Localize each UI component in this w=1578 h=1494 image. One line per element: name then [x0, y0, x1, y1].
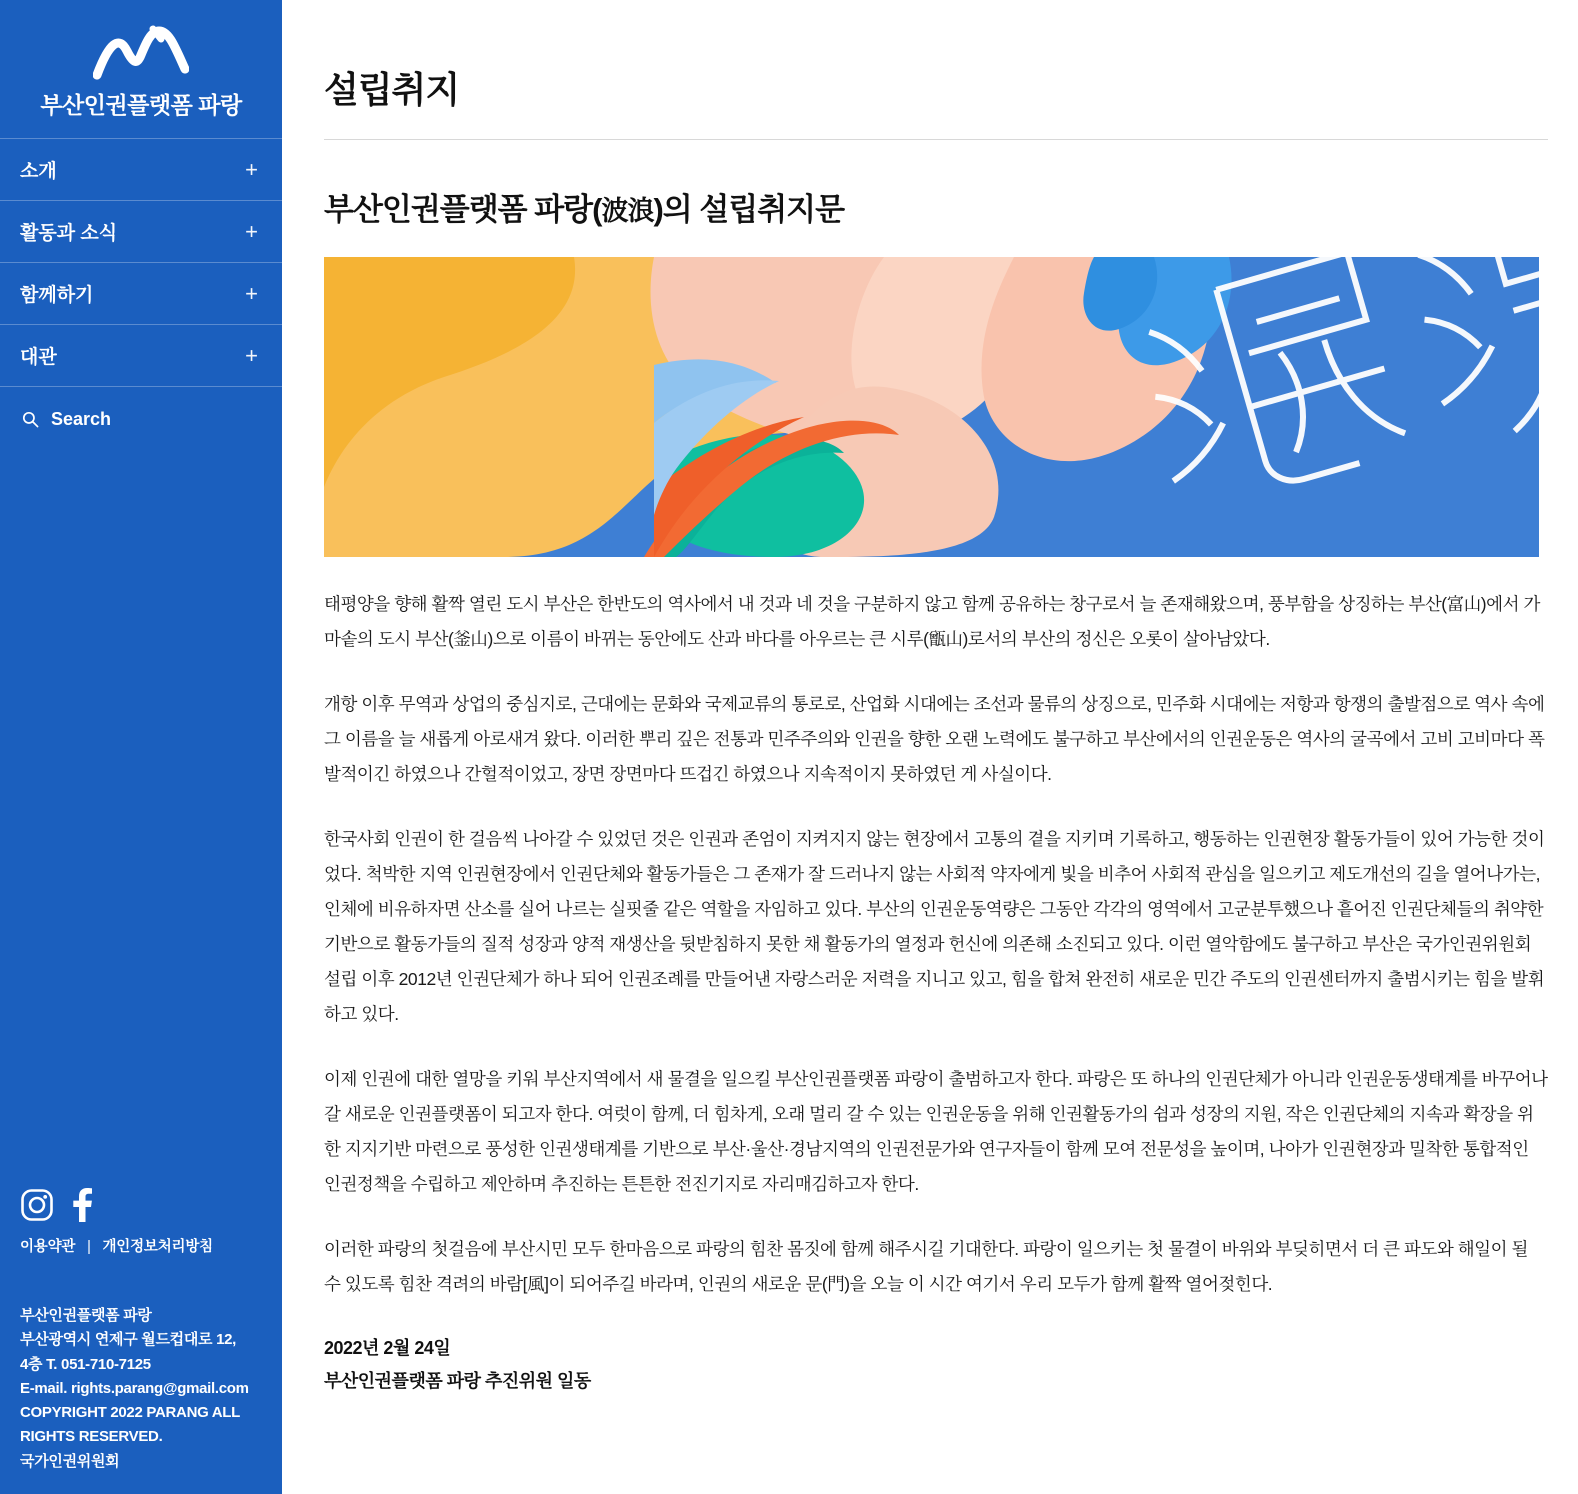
- sidebar-item-join[interactable]: [0, 263, 282, 325]
- paragraph: 개항 이후 무역과 상업의 중심지로, 근대에는 문화와 국제교류의 통로로, 산업화 시대에는 조선과 물류의 상징으로, 민주화 시대에는 저항과 항쟁의 출발점으로 역사 속에 그 이름을 늘 새롭게 아로새겨 왔다. 이러한 뿌리 깊은 전통과 민주주의와 인권을 향한 오랜 노력에도 불구하고 부산에서의 인권운동은 역사의 굴곡에서 고비 고비마다 폭발적이긴 하였으나 간헐적이었고, 장면 장면마다 뜨겁긴 하였으나 지속적이지 못하였던 게 사실이다.: [324, 694, 1545, 785]
- sidebar-item-label: 대관: [20, 347, 57, 368]
- document-title-post: )의 설립취지문: [653, 192, 845, 228]
- sidebar-nav: [0, 138, 282, 387]
- page-title: 설립취지: [324, 24, 1548, 140]
- signature-author: 부산인권플랫폼 파랑 추진위원 일동: [324, 1371, 591, 1392]
- paragraph: 이러한 파랑의 첫걸음에 부산시민 모두 한마음으로 파랑의 힘찬 몸짓에 함께 해주시길 기대한다. 파랑이 일으키는 첫 물결이 바위와 부딪히면서 더 큰 파도와 해일이 될 수 있도록 힘찬 격려의 바람[風]이 되어주길 바라며, 인권의 새로운 문(門)을 오늘 이 시간 여기서 우리 모두가 함께 활짝 열어젖힌다.: [324, 1239, 1528, 1295]
- sidebar-item-label: 함께하기: [20, 285, 94, 306]
- facebook-icon[interactable]: [70, 1188, 94, 1222]
- plus-icon[interactable]: +: [245, 280, 258, 306]
- social-links: [20, 1188, 94, 1222]
- search-icon: [22, 411, 39, 428]
- article-body: [324, 587, 1548, 1302]
- address-line: E-mail. rights.parang@gmail.com: [20, 1379, 249, 1397]
- address-line: 부산광역시 연제구 월드컵대로 12,: [20, 1331, 237, 1349]
- footer-address: [20, 1304, 249, 1474]
- legal-divider: |: [87, 1239, 91, 1255]
- address-line: 국가인권위원회: [20, 1452, 120, 1470]
- address-line: COPYRIGHT 2022 PARANG ALL: [20, 1404, 241, 1422]
- legal-links: [20, 1235, 213, 1256]
- hero-image: [324, 257, 1539, 557]
- site-logo[interactable]: [0, 0, 282, 138]
- plus-icon[interactable]: +: [245, 342, 258, 368]
- sidebar-item-rental[interactable]: [0, 325, 282, 387]
- document-title-pre: 부산인권플랫폼 파랑(: [324, 192, 602, 228]
- address-line: 부산인권플랫폼 파랑: [20, 1306, 152, 1324]
- sidebar-item-about[interactable]: [0, 139, 282, 201]
- signature-block: [324, 1332, 1548, 1429]
- sidebar: [0, 0, 282, 1494]
- address-line: RIGHTS RESERVED.: [20, 1428, 163, 1446]
- instagram-icon[interactable]: [20, 1188, 54, 1222]
- paragraph: 한국사회 인권이 한 걸음씩 나아갈 수 있었던 것은 인권과 존엄이 지켜지지 않는 현장에서 고통의 곁을 지키며 기록하고, 행동하는 인권현장 활동가들이 있어 가능한 것이었다. 척박한 지역 인권현장에서 인권단체와 활동가들은 그 존재가 잘 드러나지 않는 사회적 약자에게 빛을 비추어 사회적 관심을 일으키고 제도개선의 길을 열어나가는, 인체에 비유하자면 산소를 실어 나르는 실핏줄 같은 역할을 자임하고 있다. 부산의 인권운동역량은 그동안 각각의 영역에서 고군분투했으나 흩어진 인권단체들의 취약한 기반으로 활동가들의 질적 성장과 양적 재생산을 뒷받침하지 못한 채 활동가의 열정과 헌신에 의존해 소진되고 있다. 이런 열악함에도 불구하고 부산은 국가인권위원회 설립 이후 2012년 인권단체가 하나 되어 인권조례를 만들어낸 자랑스러운 저력을 지니고 있고, 힘을 합쳐 완전히 새로운 민간 주도의 인권센터까지 출범시키는 힘을 발휘하고 있다.: [324, 829, 1545, 1025]
- document-title-hanja: 波浪: [601, 196, 654, 227]
- plus-icon[interactable]: +: [245, 218, 258, 244]
- main-content: [282, 0, 1578, 1494]
- privacy-link[interactable]: 개인정보처리방침: [102, 1239, 213, 1255]
- search-label: Search: [51, 409, 112, 429]
- site-logo-text: 부산인권플랫폼 파랑: [40, 91, 242, 118]
- signature-date: 2022년 2월 24일: [324, 1338, 451, 1359]
- search-button[interactable]: [0, 387, 282, 430]
- paragraph: 태평양을 향해 활짝 열린 도시 부산은 한반도의 역사에서 내 것과 네 것을 구분하지 않고 함께 공유하는 창구로서 늘 존재해왔으며, 풍부함을 상징하는 부산(富山)에서 가마솥의 도시 부산(釜山)으로 이름이 바뀌는 동안에도 산과 바다를 아우르는 큰 시루(甑山)로서의 부산의 정신은 오롯이 살아남았다.: [324, 594, 1540, 650]
- plus-icon[interactable]: +: [245, 156, 258, 182]
- wave-mark-icon: [93, 25, 189, 81]
- address-line: 4층 T. 051-710-7125: [20, 1355, 151, 1373]
- sidebar-item-activities[interactable]: [0, 201, 282, 263]
- paragraph: 이제 인권에 대한 열망을 키워 부산지역에서 새 물결을 일으킬 부산인권플랫폼 파랑이 출범하고자 한다. 파랑은 또 하나의 인권단체가 아니라 인권운동생태계를 바꾸어나갈 새로운 인권플랫폼이 되고자 한다. 여럿이 함께, 더 힘차게, 오래 멀리 갈 수 있는 인권운동을 위해 인권활동가의 쉼과 성장의 지원, 작은 인권단체의 지속과 확장을 위한 지지기반 마련으로 풍성한 인권생태계를 기반으로 부산·울산·경남지역의 인권전문가와 연구자들이 함께 모여 전문성을 높이며, 나아가 인권현장과 밀착한 통합적인 인권정책을 수립하고 제안하며 추진하는 튼튼한 전진기지로 자리매김하고자 한다.: [324, 1069, 1548, 1195]
- terms-link[interactable]: 이용약관: [20, 1239, 76, 1255]
- sidebar-item-label: 소개: [20, 161, 57, 182]
- sidebar-item-label: 활동과 소식: [20, 223, 118, 244]
- document-title: [324, 184, 1548, 229]
